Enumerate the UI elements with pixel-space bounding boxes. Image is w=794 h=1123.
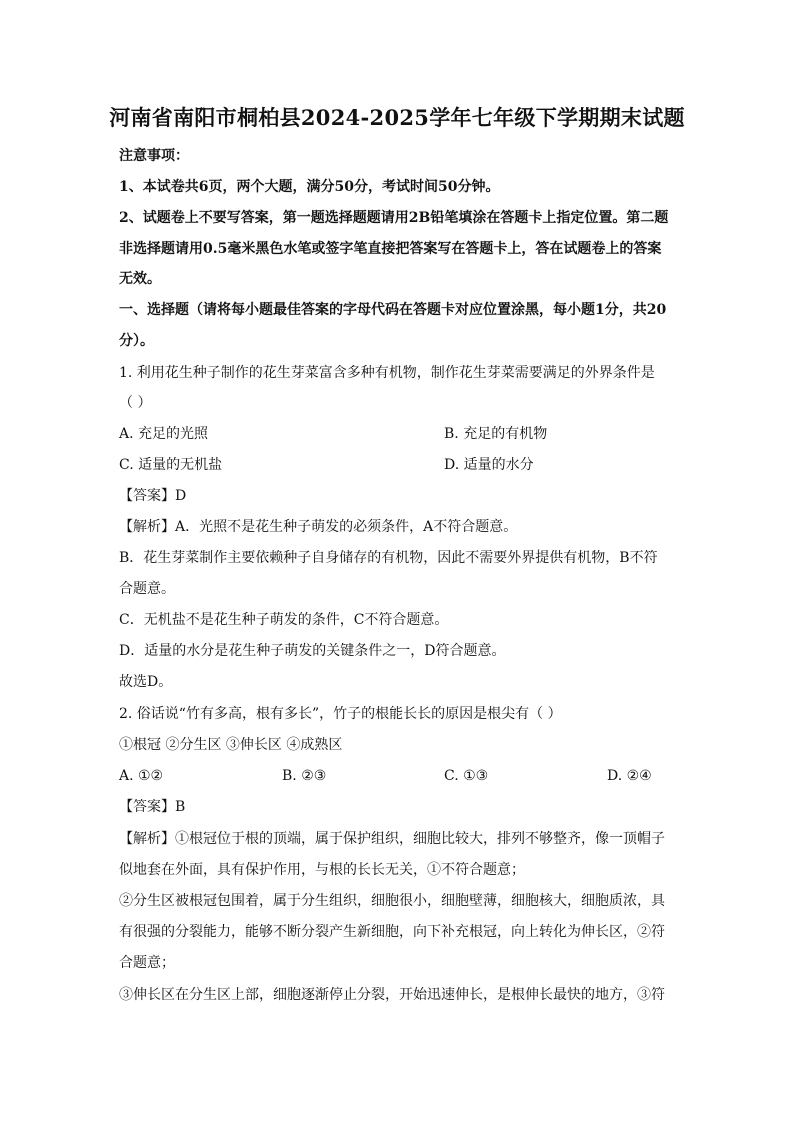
q1-explanation-b-line-1: B．花生芽菜制作主要依赖种子自身储存的有机物，因此不需要外界提供有机物，B不符 xyxy=(119,550,658,566)
q1-stem-line-2: （ ） xyxy=(119,395,152,411)
page-title: 河南省南阳市桐柏县2024-2025学年七年级下学期期末试题 xyxy=(109,105,685,130)
q1-explanation-a: 【解析】A．光照不是花生种子萌发的必须条件，A不符合题意。 xyxy=(119,519,518,535)
q1-option-d: D. 适量的水分 xyxy=(444,457,534,473)
q1-explanation-c: C．无机盐不是花生种子萌发的条件，C不符合题意。 xyxy=(119,612,449,628)
q2-stem: 2. 俗话说“竹有多高，根有多长”，竹子的根能长长的原因是根尖有（ ） xyxy=(119,706,562,722)
q1-option-b: B. 充足的有机物 xyxy=(444,426,548,442)
q2-option-b: B. ②③ xyxy=(282,768,327,784)
q1-option-c: C. 适量的无机盐 xyxy=(119,457,223,473)
section-1-heading-line-2: 分）。 xyxy=(119,333,154,349)
q1-explanation-d: D．适量的水分是花生种子萌发的关键条件之一，D符合题意。 xyxy=(119,643,506,659)
q2-option-a: A. ①② xyxy=(119,768,164,784)
notice-item-1: 1、本试卷共6页，两个大题，满分50分，考试时间50分钟。 xyxy=(119,179,500,195)
notice-item-2-line-1: 2、试题卷上不要写答案，第一题选择题题请用2B铅笔填涂在答题卡上指定位置。第二题 xyxy=(119,210,669,226)
q2-explanation-1-line-1: 【解析】①根冠位于根的顶端，属于保护组织，细胞比较大，排列不够整齐，像一顶帽子 xyxy=(119,831,665,847)
q2-option-d: D. ②④ xyxy=(607,768,652,784)
notice-item-2-line-2: 非选择题请用0.5毫米黑色水笔或签字笔直接把答案写在答题卡上，答在试题卷上的答案 xyxy=(119,241,662,257)
q2-answer: 【答案】B xyxy=(119,799,186,815)
q2-explanation-2-line-2: 有很强的分裂能力，能够不断分裂产生新细胞，向下补充根冠，向上转化为伸长区，②符 xyxy=(119,924,665,940)
q2-explanation-3-line-1: ③伸长区在分生区上部，细胞逐渐停止分裂，开始迅速伸长，是根伸长最快的地方，③符 xyxy=(119,987,665,1003)
q2-explanation-2-line-1: ②分生区被根冠包围着，属于分生组织，细胞很小，细胞壁薄，细胞核大，细胞质浓，具 xyxy=(119,893,665,909)
q1-answer: 【答案】D xyxy=(119,488,187,504)
q2-items: ①根冠 ②分生区 ③伸长区 ④成熟区 xyxy=(119,737,343,753)
q2-option-c: C. ①③ xyxy=(444,768,489,784)
q1-option-a: A. 充足的光照 xyxy=(119,426,209,442)
notice-item-2-line-3: 无效。 xyxy=(119,271,161,287)
q2-explanation-2-line-3: 合题意； xyxy=(119,955,175,971)
q1-stem-line-1: 1. 利用花生种子制作的花生芽菜富含多种有机物，制作花生芽菜需要满足的外界条件是 xyxy=(119,365,655,381)
section-1-heading-line-1: 一、选择题（请将每小题最佳答案的字母代码在答题卡对应位置涂黑，每小题1分，共20 xyxy=(119,302,667,318)
q1-conclusion: 故选D。 xyxy=(119,674,173,690)
q2-explanation-1-line-2: 似地套在外面，具有保护作用，与根的长长无关，①不符合题意； xyxy=(119,862,525,878)
q1-explanation-b-line-2: 合题意。 xyxy=(119,581,175,597)
notice-heading: 注意事项： xyxy=(119,148,189,164)
